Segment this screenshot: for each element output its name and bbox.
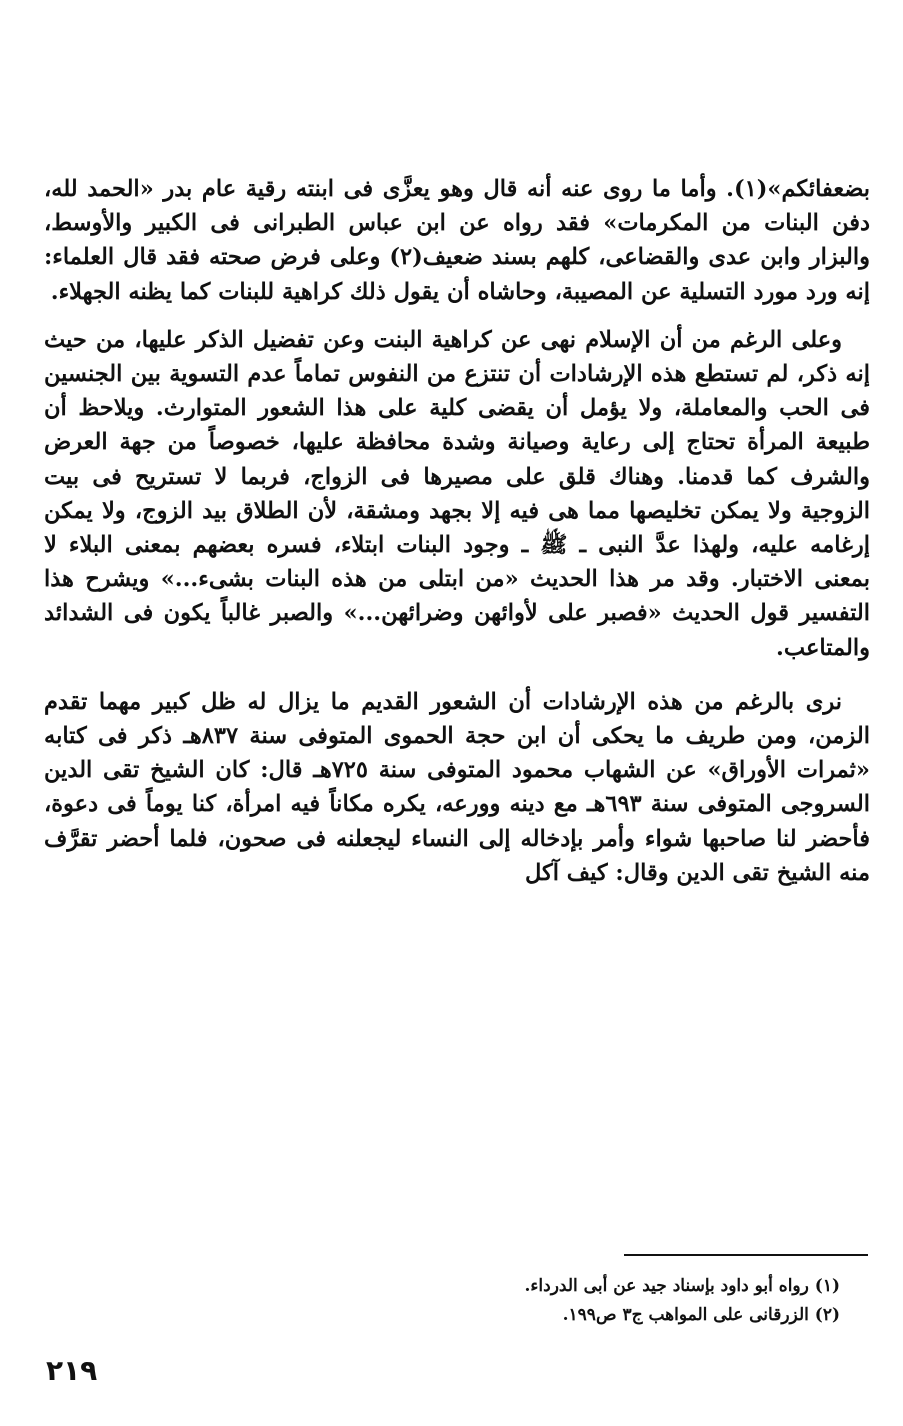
paragraph-3: نرى بالرغم من هذه الإرشادات أن الشعور القديم ما يزال له ظل كبير مهما تقدم الزمن، ومن طريف ما يحكى أن ابن حجة الحموى المتوفى سنة ٨٣٧هـ ذكر فى كتابه «ثمرات الأوراق» عن الشهاب محمود المتوفى سنة ٧٢٥هـ قال: كان الشيخ تقى الدين السروجى المتوفى سنة ٦٩٣هـ مع دينه وورعه، يكره مكاناً فيه امرأة، كنا يوماً فى دعوة، فأحضر لنا صاحبها شواء وأمر بإدخاله إلى النساء ليجعلنه فى صحون، فلما أحضر تقرَّف منه الشيخ تقى الدين وقال: كيف آكل: [44, 688, 871, 886]
page-number: ٢١٩: [46, 1354, 98, 1387]
footnote-separator: [624, 1254, 868, 1256]
footnote-2: (٢) الزرقانى على المواهب ج٣ ص١٩٩.: [562, 1305, 840, 1325]
paragraph-2: وعلى الرغم من أن الإسلام نهى عن كراهية البنت وعن تفضيل الذكر عليها، من حيث إنه ذكر، لم تستطع هذه الإرشادات أن تنتزع من النفوس تماماً عدم التسوية بين الجنسين فى الحب والمعاملة، ولا يؤمل أن يقضى كلية على هذا الشعور المتوارث. ويلاحظ أن طبيعة المرأة تحتاج إلى رعاية وصيانة وشدة محافظة عليها، خصوصاً من جهة العرض والشرف كما قدمنا. وهناك قلق على مصيرها فى الزواج، فربما لا تستريح فى بيت الزوجية ولا يمكن تخليصها مما هى فيه إلا بجهد ومشقة، لأن الطلاق بيد الزوج، ولا يمكن إرغامه عليه، ولهذا عدَّ النبى ـ ﷺ ـ وجود البنات ابتلاء، فسره بعضهم بمعنى البلاء لا بمعنى الاختبار. وقد مر هذا الحديث «من ابتلى من هذه البنات بشىء...» ويشرح هذا التفسير قول الحديث «فصبر على لأوائهن وضرائهن...» والصبر غالباً يكون فى الشدائد والمتاعب.: [44, 326, 870, 661]
footnotes: [44, 1272, 840, 1330]
main-text: [44, 172, 870, 890]
footnote-1: (١) رواه أبو داود بإسناد جيد عن أبى الدرداء.: [524, 1276, 840, 1296]
paragraph-1: بضعفائكم»(١). وأما ما روى عنه أنه قال وهو يعزَّى فى ابنته رقية عام بدر «الحمد لله، دفن البنات من المكرمات» فقد رواه عن ابن عباس الطبرانى فى الكبير والأوسط، والبزار وابن عدى والقضاعى، كلهم بسند ضعيف(٢) وعلى فرض صحته فقد قال العلماء: إنه ورد مورد التسلية عن المصيبة، وحاشاه أن يقول ذلك كراهية للبنات كما يظنه الجهلاء.: [44, 176, 870, 305]
